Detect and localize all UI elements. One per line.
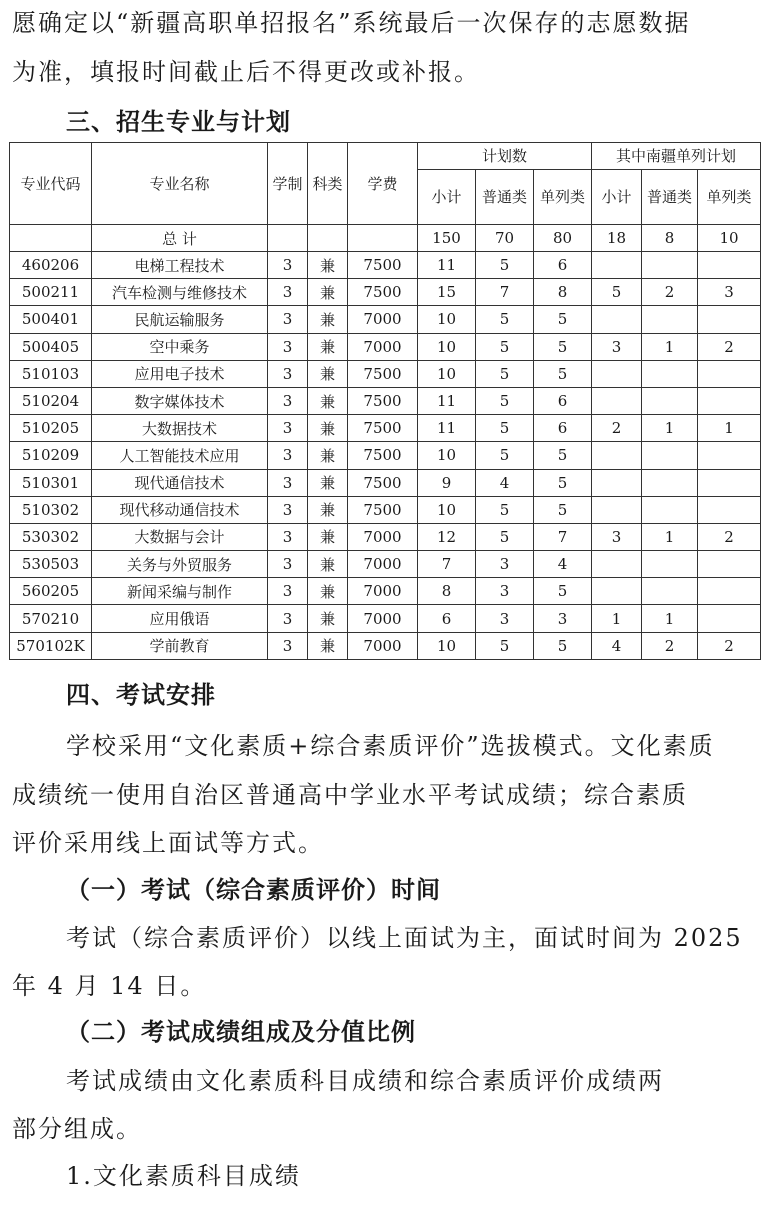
cell-name: 大数据与会计 bbox=[92, 523, 268, 550]
cell-category: 兼 bbox=[308, 469, 348, 496]
cell-category: 兼 bbox=[308, 442, 348, 469]
table-row bbox=[10, 469, 761, 496]
total-south-general: 8 bbox=[642, 225, 698, 252]
cell-separate: 5 bbox=[534, 360, 592, 387]
total-south-separate: 10 bbox=[698, 225, 761, 252]
cell-code: 510205 bbox=[10, 415, 92, 442]
total-row bbox=[10, 225, 761, 252]
cell-separate: 6 bbox=[534, 252, 592, 279]
sub1-line-1: 考试（综合素质评价）以线上面试为主，面试时间为 2025 bbox=[66, 924, 743, 952]
cell-tuition: 7500 bbox=[348, 252, 418, 279]
table-row bbox=[10, 605, 761, 632]
cell-s-separate bbox=[698, 306, 761, 333]
table-row bbox=[10, 578, 761, 605]
cell-s-separate bbox=[698, 605, 761, 632]
total-south-subtotal: 18 bbox=[592, 225, 642, 252]
cell-s-general: 1 bbox=[642, 605, 698, 632]
total-separate: 80 bbox=[534, 225, 592, 252]
cell-duration: 3 bbox=[268, 523, 308, 550]
cell-name: 应用俄语 bbox=[92, 605, 268, 632]
cell-s-separate bbox=[698, 442, 761, 469]
cell-category: 兼 bbox=[308, 279, 348, 306]
cell-code: 500211 bbox=[10, 279, 92, 306]
cell-general: 7 bbox=[476, 279, 534, 306]
cell-s-subtotal: 3 bbox=[592, 523, 642, 550]
cell-general: 5 bbox=[476, 360, 534, 387]
cell-name: 现代移动通信技术 bbox=[92, 496, 268, 523]
cell-code: 500401 bbox=[10, 306, 92, 333]
cell-tuition: 7000 bbox=[348, 605, 418, 632]
cell-name: 应用电子技术 bbox=[92, 360, 268, 387]
enrollment-plan-table bbox=[9, 142, 761, 660]
cell-subtotal: 6 bbox=[418, 605, 476, 632]
cell-general: 5 bbox=[476, 306, 534, 333]
cell-duration: 3 bbox=[268, 551, 308, 578]
cell-s-subtotal bbox=[592, 469, 642, 496]
cell-general: 5 bbox=[476, 442, 534, 469]
subsection-2-heading: （二）考试成绩组成及分值比例 bbox=[66, 1017, 416, 1046]
cell-s-general bbox=[642, 578, 698, 605]
cell-s-general: 2 bbox=[642, 279, 698, 306]
cell-category: 兼 bbox=[308, 551, 348, 578]
section-3-heading: 三、招生专业与计划 bbox=[66, 108, 291, 136]
cell-code: 530302 bbox=[10, 523, 92, 550]
table-row bbox=[10, 442, 761, 469]
cell-duration: 3 bbox=[268, 279, 308, 306]
cell-subtotal: 10 bbox=[418, 442, 476, 469]
cell-category: 兼 bbox=[308, 360, 348, 387]
cell-s-general bbox=[642, 551, 698, 578]
header-separate: 单列类 bbox=[534, 170, 592, 225]
cell-tuition: 7500 bbox=[348, 496, 418, 523]
total-general: 70 bbox=[476, 225, 534, 252]
cell-code: 510209 bbox=[10, 442, 92, 469]
total-subtotal: 150 bbox=[418, 225, 476, 252]
header-plan-group: 计划数 bbox=[418, 143, 592, 170]
cell-name: 人工智能技术应用 bbox=[92, 442, 268, 469]
cell-separate: 6 bbox=[534, 415, 592, 442]
cell-category: 兼 bbox=[308, 605, 348, 632]
total-category bbox=[308, 225, 348, 252]
header-tuition: 学费 bbox=[348, 143, 418, 225]
cell-subtotal: 11 bbox=[418, 252, 476, 279]
cell-code: 500405 bbox=[10, 333, 92, 360]
cell-s-subtotal: 5 bbox=[592, 279, 642, 306]
table-row bbox=[10, 523, 761, 550]
intro-line-2: 为准，填报时间截止后不得更改或补报。 bbox=[12, 58, 480, 86]
cell-code: 570210 bbox=[10, 605, 92, 632]
header-name: 专业名称 bbox=[92, 143, 268, 225]
cell-s-subtotal bbox=[592, 496, 642, 523]
cell-s-separate bbox=[698, 496, 761, 523]
cell-tuition: 7500 bbox=[348, 387, 418, 414]
cell-s-general bbox=[642, 442, 698, 469]
exam-para-line-2: 成绩统一使用自治区普通高中学业水平考试成绩；综合素质 bbox=[12, 781, 688, 809]
cell-subtotal: 11 bbox=[418, 415, 476, 442]
cell-separate: 7 bbox=[534, 523, 592, 550]
cell-general: 3 bbox=[476, 578, 534, 605]
cell-duration: 3 bbox=[268, 360, 308, 387]
cell-s-separate: 2 bbox=[698, 632, 761, 659]
cell-s-general bbox=[642, 496, 698, 523]
exam-para-line-1: 学校采用“文化素质+综合素质评价”选拔模式。文化素质 bbox=[66, 732, 715, 760]
table-row bbox=[10, 496, 761, 523]
cell-general: 5 bbox=[476, 387, 534, 414]
cell-s-separate: 1 bbox=[698, 415, 761, 442]
cell-tuition: 7000 bbox=[348, 333, 418, 360]
header-subtotal: 小计 bbox=[418, 170, 476, 225]
cell-name: 现代通信技术 bbox=[92, 469, 268, 496]
total-duration bbox=[268, 225, 308, 252]
cell-code: 510204 bbox=[10, 387, 92, 414]
cell-subtotal: 10 bbox=[418, 360, 476, 387]
cell-s-subtotal: 2 bbox=[592, 415, 642, 442]
cell-duration: 3 bbox=[268, 469, 308, 496]
cell-s-general bbox=[642, 469, 698, 496]
cell-s-subtotal: 3 bbox=[592, 333, 642, 360]
cell-tuition: 7000 bbox=[348, 551, 418, 578]
cell-name: 空中乘务 bbox=[92, 333, 268, 360]
cell-s-general bbox=[642, 306, 698, 333]
cell-s-subtotal bbox=[592, 551, 642, 578]
cell-general: 3 bbox=[476, 551, 534, 578]
cell-s-general bbox=[642, 360, 698, 387]
cell-name: 数字媒体技术 bbox=[92, 387, 268, 414]
cell-s-separate bbox=[698, 360, 761, 387]
table-row bbox=[10, 632, 761, 659]
cell-duration: 3 bbox=[268, 496, 308, 523]
cell-general: 5 bbox=[476, 333, 534, 360]
total-label: 总 计 bbox=[92, 225, 268, 252]
exam-para-line-3: 评价采用线上面试等方式。 bbox=[12, 829, 324, 857]
cell-name: 关务与外贸服务 bbox=[92, 551, 268, 578]
table-row bbox=[10, 360, 761, 387]
cell-category: 兼 bbox=[308, 333, 348, 360]
cell-s-subtotal: 4 bbox=[592, 632, 642, 659]
cell-general: 5 bbox=[476, 632, 534, 659]
cell-separate: 8 bbox=[534, 279, 592, 306]
cell-name: 学前教育 bbox=[92, 632, 268, 659]
cell-tuition: 7000 bbox=[348, 632, 418, 659]
cell-subtotal: 15 bbox=[418, 279, 476, 306]
cell-s-general: 2 bbox=[642, 632, 698, 659]
cell-category: 兼 bbox=[308, 415, 348, 442]
cell-code: 510301 bbox=[10, 469, 92, 496]
cell-tuition: 7500 bbox=[348, 415, 418, 442]
cell-subtotal: 11 bbox=[418, 387, 476, 414]
cell-tuition: 7000 bbox=[348, 523, 418, 550]
cell-separate: 5 bbox=[534, 469, 592, 496]
table-row bbox=[10, 333, 761, 360]
cell-subtotal: 10 bbox=[418, 496, 476, 523]
cell-name: 民航运输服务 bbox=[92, 306, 268, 333]
cell-separate: 4 bbox=[534, 551, 592, 578]
cell-code: 510103 bbox=[10, 360, 92, 387]
cell-separate: 6 bbox=[534, 387, 592, 414]
table-row bbox=[10, 415, 761, 442]
cell-subtotal: 10 bbox=[418, 306, 476, 333]
cell-duration: 3 bbox=[268, 387, 308, 414]
sub2-line-1: 考试成绩由文化素质科目成绩和综合素质评价成绩两 bbox=[66, 1067, 664, 1095]
cell-s-general bbox=[642, 387, 698, 414]
cell-general: 5 bbox=[476, 415, 534, 442]
cell-s-separate: 2 bbox=[698, 523, 761, 550]
cell-duration: 3 bbox=[268, 632, 308, 659]
cell-s-separate: 2 bbox=[698, 333, 761, 360]
sub2-line-2: 部分组成。 bbox=[12, 1115, 142, 1143]
cell-code: 460206 bbox=[10, 252, 92, 279]
cell-tuition: 7500 bbox=[348, 469, 418, 496]
intro-line-1: 愿确定以“新疆高职单招报名”系统最后一次保存的志愿数据 bbox=[12, 9, 691, 37]
cell-tuition: 7000 bbox=[348, 578, 418, 605]
cell-separate: 5 bbox=[534, 442, 592, 469]
cell-category: 兼 bbox=[308, 252, 348, 279]
cell-duration: 3 bbox=[268, 415, 308, 442]
cell-duration: 3 bbox=[268, 252, 308, 279]
cell-s-separate bbox=[698, 469, 761, 496]
header-general: 普通类 bbox=[476, 170, 534, 225]
cell-s-subtotal bbox=[592, 442, 642, 469]
cell-code: 570102K bbox=[10, 632, 92, 659]
cell-separate: 3 bbox=[534, 605, 592, 632]
header-duration: 学制 bbox=[268, 143, 308, 225]
cell-s-subtotal bbox=[592, 387, 642, 414]
cell-separate: 5 bbox=[534, 578, 592, 605]
cell-category: 兼 bbox=[308, 578, 348, 605]
cell-s-subtotal bbox=[592, 360, 642, 387]
section-4-heading: 四、考试安排 bbox=[66, 681, 216, 709]
cell-duration: 3 bbox=[268, 333, 308, 360]
table-row bbox=[10, 387, 761, 414]
cell-s-separate: 3 bbox=[698, 279, 761, 306]
table-row bbox=[10, 252, 761, 279]
cell-tuition: 7000 bbox=[348, 306, 418, 333]
total-tuition bbox=[348, 225, 418, 252]
cell-subtotal: 10 bbox=[418, 632, 476, 659]
cell-name: 新闻采编与制作 bbox=[92, 578, 268, 605]
cell-category: 兼 bbox=[308, 387, 348, 414]
cell-general: 5 bbox=[476, 252, 534, 279]
cell-s-subtotal: 1 bbox=[592, 605, 642, 632]
cell-code: 510302 bbox=[10, 496, 92, 523]
header-code: 专业代码 bbox=[10, 143, 92, 225]
cell-subtotal: 12 bbox=[418, 523, 476, 550]
cell-general: 5 bbox=[476, 523, 534, 550]
cell-s-general bbox=[642, 252, 698, 279]
cell-general: 5 bbox=[476, 496, 534, 523]
cell-name: 电梯工程技术 bbox=[92, 252, 268, 279]
cell-duration: 3 bbox=[268, 578, 308, 605]
cell-category: 兼 bbox=[308, 306, 348, 333]
cell-separate: 5 bbox=[534, 306, 592, 333]
cell-s-separate bbox=[698, 387, 761, 414]
cell-subtotal: 10 bbox=[418, 333, 476, 360]
cell-code: 560205 bbox=[10, 578, 92, 605]
cell-category: 兼 bbox=[308, 523, 348, 550]
table-row bbox=[10, 306, 761, 333]
cell-s-separate bbox=[698, 578, 761, 605]
cell-separate: 5 bbox=[534, 333, 592, 360]
cell-duration: 3 bbox=[268, 306, 308, 333]
table-row bbox=[10, 551, 761, 578]
cell-s-general: 1 bbox=[642, 415, 698, 442]
cell-code: 530503 bbox=[10, 551, 92, 578]
header-south-subtotal: 小计 bbox=[592, 170, 642, 225]
header-south-separate: 单列类 bbox=[698, 170, 761, 225]
cell-subtotal: 8 bbox=[418, 578, 476, 605]
header-category: 科类 bbox=[308, 143, 348, 225]
total-code bbox=[10, 225, 92, 252]
cell-s-general: 1 bbox=[642, 523, 698, 550]
cell-separate: 5 bbox=[534, 496, 592, 523]
cell-s-separate bbox=[698, 252, 761, 279]
cell-tuition: 7500 bbox=[348, 442, 418, 469]
cell-duration: 3 bbox=[268, 605, 308, 632]
sub1-line-2: 年 4 月 14 日。 bbox=[12, 972, 207, 1000]
cell-general: 3 bbox=[476, 605, 534, 632]
cell-duration: 3 bbox=[268, 442, 308, 469]
cell-s-subtotal bbox=[592, 306, 642, 333]
cell-name: 大数据技术 bbox=[92, 415, 268, 442]
cell-subtotal: 7 bbox=[418, 551, 476, 578]
cell-category: 兼 bbox=[308, 496, 348, 523]
header-south-general: 普通类 bbox=[642, 170, 698, 225]
cell-s-subtotal bbox=[592, 252, 642, 279]
table-row bbox=[10, 279, 761, 306]
cell-general: 4 bbox=[476, 469, 534, 496]
cell-s-separate bbox=[698, 551, 761, 578]
header-south-group: 其中南疆单列计划 bbox=[592, 143, 761, 170]
cell-tuition: 7500 bbox=[348, 279, 418, 306]
cell-s-subtotal bbox=[592, 578, 642, 605]
cell-separate: 5 bbox=[534, 632, 592, 659]
cell-name: 汽车检测与维修技术 bbox=[92, 279, 268, 306]
cell-s-general: 1 bbox=[642, 333, 698, 360]
cell-category: 兼 bbox=[308, 632, 348, 659]
cell-tuition: 7500 bbox=[348, 360, 418, 387]
sub2-item-1: 1.文化素质科目成绩 bbox=[66, 1162, 301, 1190]
subsection-1-heading: （一）考试（综合素质评价）时间 bbox=[66, 875, 441, 904]
cell-subtotal: 9 bbox=[418, 469, 476, 496]
